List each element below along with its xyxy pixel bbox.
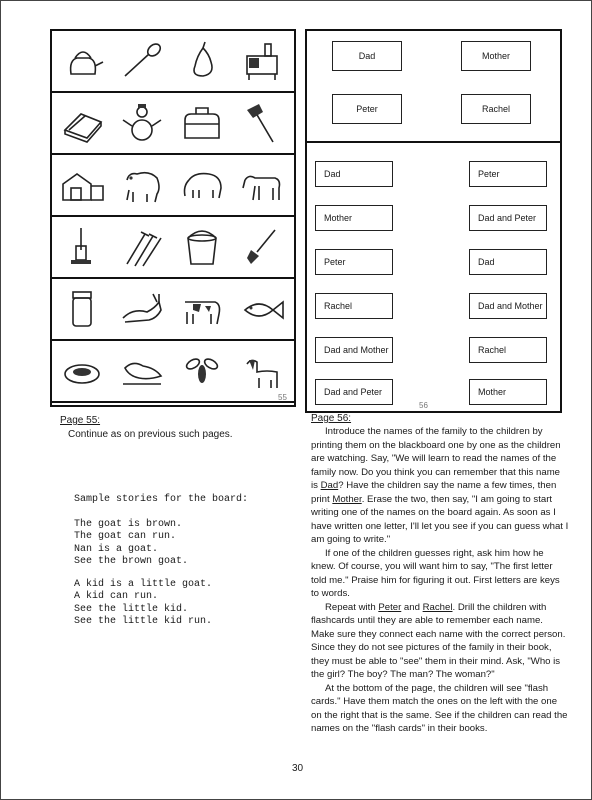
bucket-icon	[172, 217, 232, 277]
card-left: Dad and Mother	[315, 337, 393, 363]
fly-icon	[172, 341, 232, 401]
kettle-icon	[52, 31, 112, 91]
sample-stories	[74, 494, 248, 629]
card-left: Dad	[315, 161, 393, 187]
story-line: The goat can run.	[74, 531, 177, 542]
cow-icon	[172, 279, 232, 339]
story-line: The goat is brown.	[74, 518, 183, 530]
story-line: A kid can run.	[74, 591, 159, 602]
text-run: Introduce the names of the family to the children by printing them on the blackboard one by one as the children are watching. Say, "We will learn to read the names of the family now. Do you think you can remember that this name is	[311, 426, 561, 491]
barn-icon	[52, 155, 112, 215]
grid-row	[52, 93, 294, 155]
paragraph	[311, 425, 569, 547]
page-number-56: 56	[419, 401, 428, 410]
bread-icon	[52, 93, 112, 153]
nest-icon	[52, 341, 112, 401]
paragraph	[311, 601, 569, 682]
page-number-55: 55	[278, 393, 287, 402]
card-top-dad: Dad	[332, 41, 402, 71]
nails-icon	[112, 217, 172, 277]
underlined-word: Dad	[320, 480, 339, 491]
card-right: Dad	[469, 249, 547, 275]
page-number-footer: 30	[292, 763, 304, 774]
jar-icon	[52, 279, 112, 339]
elephant-icon	[172, 155, 232, 215]
card-top-rachel: Rachel	[461, 94, 531, 124]
underlined-word: Peter	[378, 601, 402, 613]
card-right: Dad and Mother	[469, 293, 547, 319]
word-card-panel	[305, 29, 562, 413]
rabbit-icon	[112, 279, 172, 339]
story-line: A kid is a little goat.	[74, 578, 213, 590]
story-line: See the little kid.	[74, 603, 189, 615]
story-line: See the brown goat.	[74, 556, 189, 567]
grid-row	[52, 217, 294, 279]
fish-icon	[232, 279, 292, 339]
bear-icon	[112, 155, 172, 215]
bird-icon	[112, 341, 172, 401]
panel-divider	[307, 141, 560, 143]
axe-icon	[232, 93, 292, 153]
text-run: and	[401, 601, 423, 613]
page56-body	[311, 425, 569, 736]
grid-row	[52, 155, 294, 217]
stove-icon	[232, 31, 292, 91]
grid-row	[52, 279, 294, 341]
page55-heading: Page 55:	[60, 415, 101, 426]
text-run: Repeat with	[325, 601, 379, 613]
page55-text: Continue as on previous such pages.	[68, 429, 233, 440]
card-right: Rachel	[469, 337, 547, 363]
underlined-word: Mother	[332, 493, 362, 505]
spoon-icon	[112, 31, 172, 91]
card-right: Mother	[469, 379, 547, 405]
card-left: Rachel	[315, 293, 393, 319]
lunchbox-icon	[172, 93, 232, 153]
picture-grid	[50, 29, 296, 407]
text-run: . Erase the two, then say, "I am going to start writing one of the names on the board again. As soon as I have written one letter, I'll let you see if you can guess what I am going to write."	[311, 493, 569, 545]
card-left: Dad and Peter	[315, 379, 393, 405]
underlined-word: Rachel	[422, 601, 453, 613]
pear-icon	[172, 31, 232, 91]
grid-row	[52, 341, 294, 403]
story-line: See the little kid run.	[74, 616, 213, 627]
snowman-icon	[112, 93, 172, 153]
paragraph: At the bottom of the page, the children will see "flash cards." Have them match the ones on the left with the one on the right that is the same. See if the children can read the names on the "flash cards" in their books.	[311, 682, 568, 734]
card-right: Dad and Peter	[469, 205, 547, 231]
paragraph: If one of the children guesses right, ask him how he knew. Of course, you will want him to say, "The first letter told me." Praise him for figuring it out. First letters are keys to words.	[311, 547, 560, 599]
card-left: Mother	[315, 205, 393, 231]
story-line: Nan is a goat.	[74, 543, 159, 555]
page56-heading: Page 56:	[311, 413, 352, 424]
horse-icon	[232, 155, 292, 215]
vacuum-icon	[52, 217, 112, 277]
stories-heading: Sample stories for the board:	[74, 494, 249, 505]
text-run: . Drill the children with flashcards until they are able to remember each name. Make sure they connect each name with the correct person. Since they do not see pictures of the family in their book, they must be able to "see" them in their mind. Ask, "Who is the girl? The boy? The man? The woman?"	[311, 601, 566, 680]
dog-icon	[232, 341, 292, 401]
card-left: Peter	[315, 249, 393, 275]
grid-row	[52, 31, 294, 93]
card-right: Peter	[469, 161, 547, 187]
card-top-peter: Peter	[332, 94, 402, 124]
text-run: ? Have the children say the name a few times, then print	[311, 480, 557, 505]
card-top-mother: Mother	[461, 41, 531, 71]
shovel-icon	[232, 217, 292, 277]
